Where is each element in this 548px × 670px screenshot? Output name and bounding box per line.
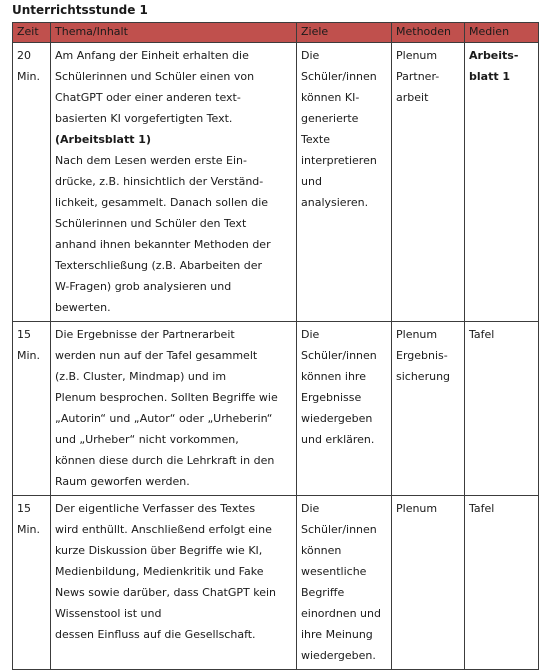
- methoden-line: sicherung: [396, 370, 451, 383]
- ziele-line: Texte: [301, 133, 331, 146]
- header-medien: Medien: [465, 23, 539, 43]
- ziele-line: wesentliche: [301, 565, 367, 578]
- cell-ziele: [297, 322, 392, 496]
- cell-thema: [51, 496, 297, 670]
- methoden-line: Plenum: [396, 328, 438, 341]
- thema-line: (z.B. Cluster, Mindmap) und im: [55, 370, 227, 383]
- ziele-line: Die: [301, 49, 320, 62]
- thema-line: lichkeit, gesammelt. Danach sollen die: [55, 196, 269, 209]
- thema-line: Schülerinnen und Schüler den Text: [55, 217, 247, 230]
- thema-line: Der eigentliche Verfasser des Textes: [55, 502, 256, 515]
- methoden-line: Partner-: [396, 70, 440, 83]
- zeit-line: Min.: [17, 523, 41, 536]
- thema-line: Wissenstool ist und: [55, 607, 162, 620]
- thema-line: werden nun auf der Tafel gesammelt: [55, 349, 258, 362]
- ziele-line: interpretieren: [301, 154, 377, 167]
- thema-line: Medienbildung, Medienkritik und Fake: [55, 565, 264, 578]
- thema-line: W-Fragen) grob analysieren und: [55, 280, 232, 293]
- zeit-line: 20: [17, 49, 31, 62]
- cell-thema: [51, 322, 297, 496]
- thema-line: bewerten.: [55, 301, 111, 314]
- ziele-line: wiedergeben: [301, 412, 373, 425]
- cell-methoden: [392, 322, 465, 496]
- ziele-line: können KI-: [301, 91, 360, 104]
- header-zeit: Zeit: [13, 23, 51, 43]
- thema-line: ChatGPT oder einer anderen text-: [55, 91, 241, 104]
- thema-line: (Arbeitsblatt 1): [55, 133, 151, 146]
- table-row: [13, 322, 539, 496]
- medien-line: Arbeits-: [469, 49, 519, 62]
- cell-thema: [51, 43, 297, 322]
- table-row: [13, 496, 539, 670]
- ziele-line: einordnen und: [301, 607, 381, 620]
- ziele-line: Schüler/innen: [301, 70, 377, 83]
- zeit-line: Min.: [17, 349, 41, 362]
- thema-line: und „Urheber“ nicht vorkommen,: [55, 433, 239, 446]
- ziele-line: generierte: [301, 112, 359, 125]
- ziele-line: können: [301, 544, 342, 557]
- thema-line: können diese durch die Lehrkraft in den: [55, 454, 275, 467]
- ziele-line: und erklären.: [301, 433, 375, 446]
- header-thema: Thema/Inhalt: [51, 23, 297, 43]
- table-header-row: [13, 23, 539, 43]
- methoden-line: arbeit: [396, 91, 429, 104]
- header-methoden: Methoden: [392, 23, 465, 43]
- thema-line: basierten KI vorgefertigten Text.: [55, 112, 233, 125]
- ziele-line: Die: [301, 502, 320, 515]
- thema-line: wird enthüllt. Anschließend erfolgt eine: [55, 523, 272, 536]
- methoden-line: Plenum: [396, 49, 438, 62]
- table-row: [13, 43, 539, 322]
- ziele-line: Die: [301, 328, 320, 341]
- thema-line: anhand ihnen bekannter Methoden der: [55, 238, 271, 251]
- cell-zeit: [13, 322, 51, 496]
- thema-line: News sowie darüber, dass ChatGPT kein: [55, 586, 277, 599]
- ziele-line: ihre Meinung: [301, 628, 373, 641]
- cell-medien: [465, 496, 539, 670]
- thema-line: „Autorin“ und „Autor“ oder „Urheberin“: [55, 412, 273, 425]
- medien-line: Tafel: [469, 502, 495, 515]
- cell-ziele: [297, 43, 392, 322]
- thema-line: dessen Einfluss auf die Gesellschaft.: [55, 628, 256, 641]
- ziele-line: Begriffe: [301, 586, 345, 599]
- cell-ziele: [297, 496, 392, 670]
- thema-line: kurze Diskussion über Begriffe wie KI,: [55, 544, 263, 557]
- cell-zeit: [13, 43, 51, 322]
- zeit-line: 15: [17, 328, 31, 341]
- thema-line: Am Anfang der Einheit erhalten die: [55, 49, 249, 62]
- ziele-line: analysieren.: [301, 196, 369, 209]
- methoden-line: Ergebnis-: [396, 349, 448, 362]
- medien-line: Tafel: [469, 328, 495, 341]
- lesson-plan-table: [12, 22, 539, 670]
- methoden-line: Plenum: [396, 502, 438, 515]
- document-title: Unterrichtsstunde 1: [12, 3, 148, 17]
- cell-methoden: [392, 496, 465, 670]
- ziele-line: Schüler/innen: [301, 523, 377, 536]
- zeit-line: Min.: [17, 70, 41, 83]
- ziele-line: wiedergeben.: [301, 649, 376, 662]
- ziele-line: und: [301, 175, 322, 188]
- thema-line: drücke, z.B. hinsichtlich der Verständ-: [55, 175, 264, 188]
- thema-line: Schülerinnen und Schüler einen von: [55, 70, 255, 83]
- cell-medien: [465, 322, 539, 496]
- medien-line: blatt 1: [469, 70, 511, 83]
- ziele-line: Schüler/innen: [301, 349, 377, 362]
- cell-zeit: [13, 496, 51, 670]
- ziele-line: Ergebnisse: [301, 391, 362, 404]
- cell-methoden: [392, 43, 465, 322]
- thema-line: Die Ergebnisse der Partnerarbeit: [55, 328, 235, 341]
- cell-medien: [465, 43, 539, 322]
- header-ziele: Ziele: [297, 23, 392, 43]
- thema-line: Raum geworfen werden.: [55, 475, 190, 488]
- thema-line: Plenum besprochen. Sollten Begriffe wie: [55, 391, 278, 404]
- thema-line: Texterschließung (z.B. Abarbeiten der: [55, 259, 263, 272]
- ziele-line: können ihre: [301, 370, 366, 383]
- zeit-line: 15: [17, 502, 31, 515]
- thema-line: Nach dem Lesen werden erste Ein-: [55, 154, 247, 167]
